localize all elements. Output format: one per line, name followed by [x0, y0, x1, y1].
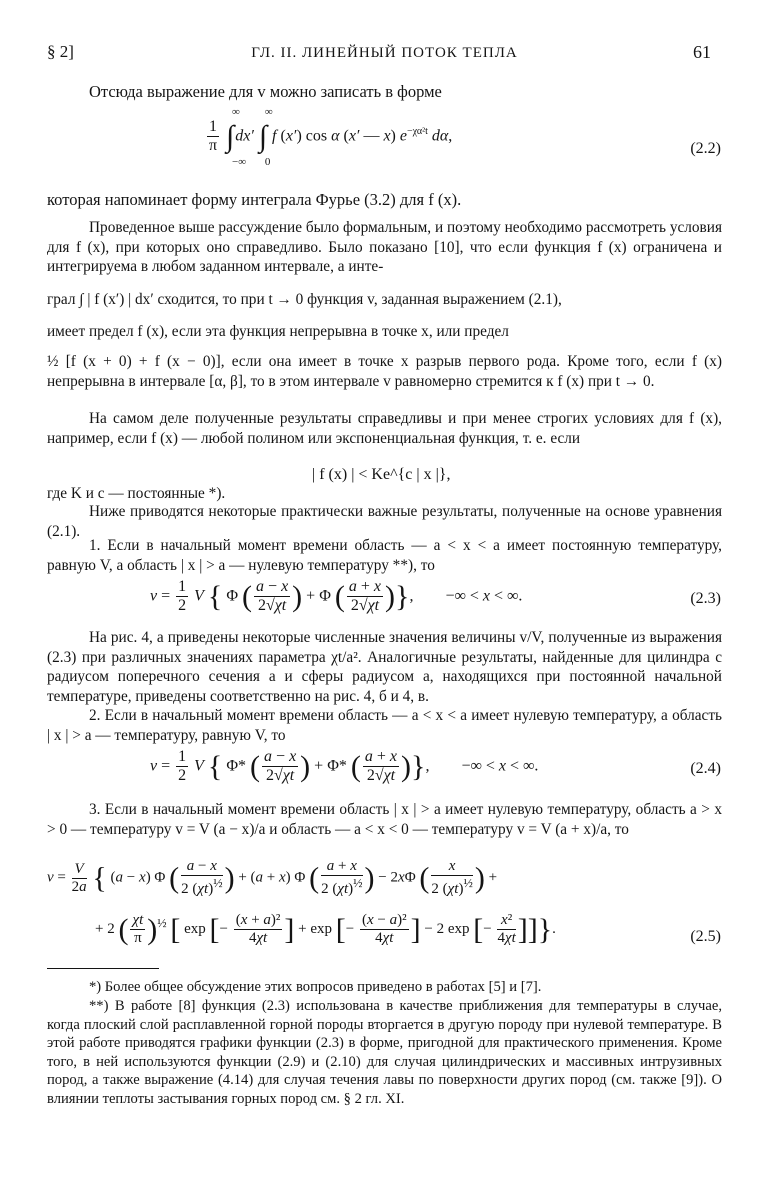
para-conditions-c: имеет предел f (x), если эта функция непрерывна в точке x, или предел	[47, 323, 509, 340]
footnote-2: **) В работе [8] функция (2.3) использована в качестве приближения для температуры в случае, когда плоский слой расплавленной горной породы вторгается в другую породу при нулевой температуре. В этой работе приводятся графики функции (2.3) в форме, пригодной для практического применения. Кроме того, в ней используются функции (2.9) и (2.10) для случая цилиндрических и массивных интрузивных пород, а также выражение (4.14) для случая течения лавы по поверхности других пород (см. также [9]). О влиянии теплоты застывания горных пород см. § 2 гл. XI.	[47, 998, 722, 1107]
inequality: | f (x) | < Ke^{c | x |},	[312, 466, 451, 483]
eq-number-2-5: (2.5)	[690, 928, 721, 945]
intro-line: Отсюда выражение для v можно записать в форме	[89, 82, 442, 101]
equation-2-5-line-1: v = $\frac{V}{2a}$ { (a − x) Φ ( $\frac{a - x}{2 (\chi t)^{\frac{1}{2}}}$ ) + (a + x) Φ ( $\frac{a + x}{2 (\chi t)^{\frac{1}{2}}}$ ) − 2xΦ ( $\frac{x}{2 (\chi t)^{\frac{1}{2}}}$ ) +	[47, 858, 498, 898]
results-intro: Ниже приводятся некоторые практически важные результаты, полученные на основе уравнения (2.1).	[47, 503, 722, 540]
para-conditions-d: ½ [f (x + 0) + f (x − 0)], если она имеет в точке x разрыв первого рода. Кроме того, если f (x) непрерывна в интервале [α, β], то в этом интервале v равномерно стремится к f (x) при t → 0.	[47, 353, 722, 390]
equation-2-3: v = $\frac{1}{2}$ V { Φ ( $\frac{a - x}{2√\chi t}$ ) + Φ ( $\frac{a + x}{2√\chi t}$ )}, −∞ < x < ∞.	[150, 578, 523, 615]
para-conditions-b: грал ∫ | f (x′) | dx′ сходится, то при t → 0 функция v, заданная выражением (2.1),	[47, 291, 562, 308]
case-3: 3. Если в начальный момент времени область | x | > a имеет нулевую температуру, область a > x > 0 — температуру v = V (a − x)/a и область — a < x < 0 — температуру v = V (a + x)/a, то	[47, 801, 722, 838]
para-less-strict: На самом деле полученные результаты справедливы и при менее строгих условиях для f (x), например, если f (x) — любой полином или экспоненциальная функция, т. е. если	[47, 410, 722, 447]
figure-text: На рис. 4, a приведены некоторые численные значения величины v/V, полученные из выражения (2.3) при различных значениях параметра χt/a². Аналогичные результаты, найденные для цилиндра с радиусом поперечного сечения a и сферы радиусом a, находящихся при постоянной начальной температуре, приведены соответственно на рис. 4, б и 4, в.	[47, 629, 722, 705]
constants-line: где K и c — постоянные *).	[47, 485, 226, 502]
eq-number-2-2: (2.2)	[690, 140, 721, 157]
footnote-rule	[47, 968, 159, 969]
footnote-1: *) Более общее обсуждение этих вопросов приведено в работах [5] и [7].	[89, 979, 542, 995]
eq-number-2-4: (2.4)	[690, 760, 721, 777]
section-marker: § 2]	[47, 42, 74, 61]
eq-number-2-3: (2.3)	[690, 590, 721, 607]
case-1: 1. Если в начальный момент времени область — a < x < a имеет постоянную температуру, равную V, а область | x | > a — нулевую температуру **), то	[47, 537, 722, 574]
after-eq-2-2: которая напоминает форму интеграла Фурье (3.2) для f (x).	[47, 190, 462, 209]
para-conditions-a: Проведенное выше рассуждение было формальным, и поэтому необходимо рассмотреть условия для f (x), при которых оно справедливо. Было показано [10], что если функция f (x) ограничена и интегрируема в любом заданном интервале, а инте-	[47, 219, 722, 275]
equation-2-5-line-2: + 2 ( $\frac{\chi t}{\pi}$ )$^{\frac{1}{2}}$ [ exp [− $\frac{\text{(x + a)²}}{4\chi t}$ ] + exp [− $\frac{\text{(x − a)²}}{4\chi t}$ ] − 2 exp [− $\frac{\text{x²}}{4\chi t}$ ]]}.	[95, 912, 556, 947]
equation-2-4: v = $\frac{1}{2}$ V { Φ* ( $\frac{a - x}{2√\chi t}$ ) + Φ* ( $\frac{a + x}{2√\chi t}$ )}, −∞ < x < ∞.	[150, 748, 539, 785]
case-2: 2. Если в начальный момент времени область — a < x < a имеет нулевую температуру, а область | x | > a — температуру, равную V, то	[47, 707, 722, 744]
equation-2-2: $\frac{1}{\pi}$ ∫ ∞ −∞ dx′ ∫ ∞ 0 f (x′) cos α (x′ — x) $e^{-\chi\alpha^2t}$ dα,	[208, 105, 453, 168]
running-title: ГЛ. II. ЛИНЕЙНЫЙ ПОТОК ТЕПЛА	[251, 45, 518, 61]
page-number: 61	[693, 42, 711, 62]
